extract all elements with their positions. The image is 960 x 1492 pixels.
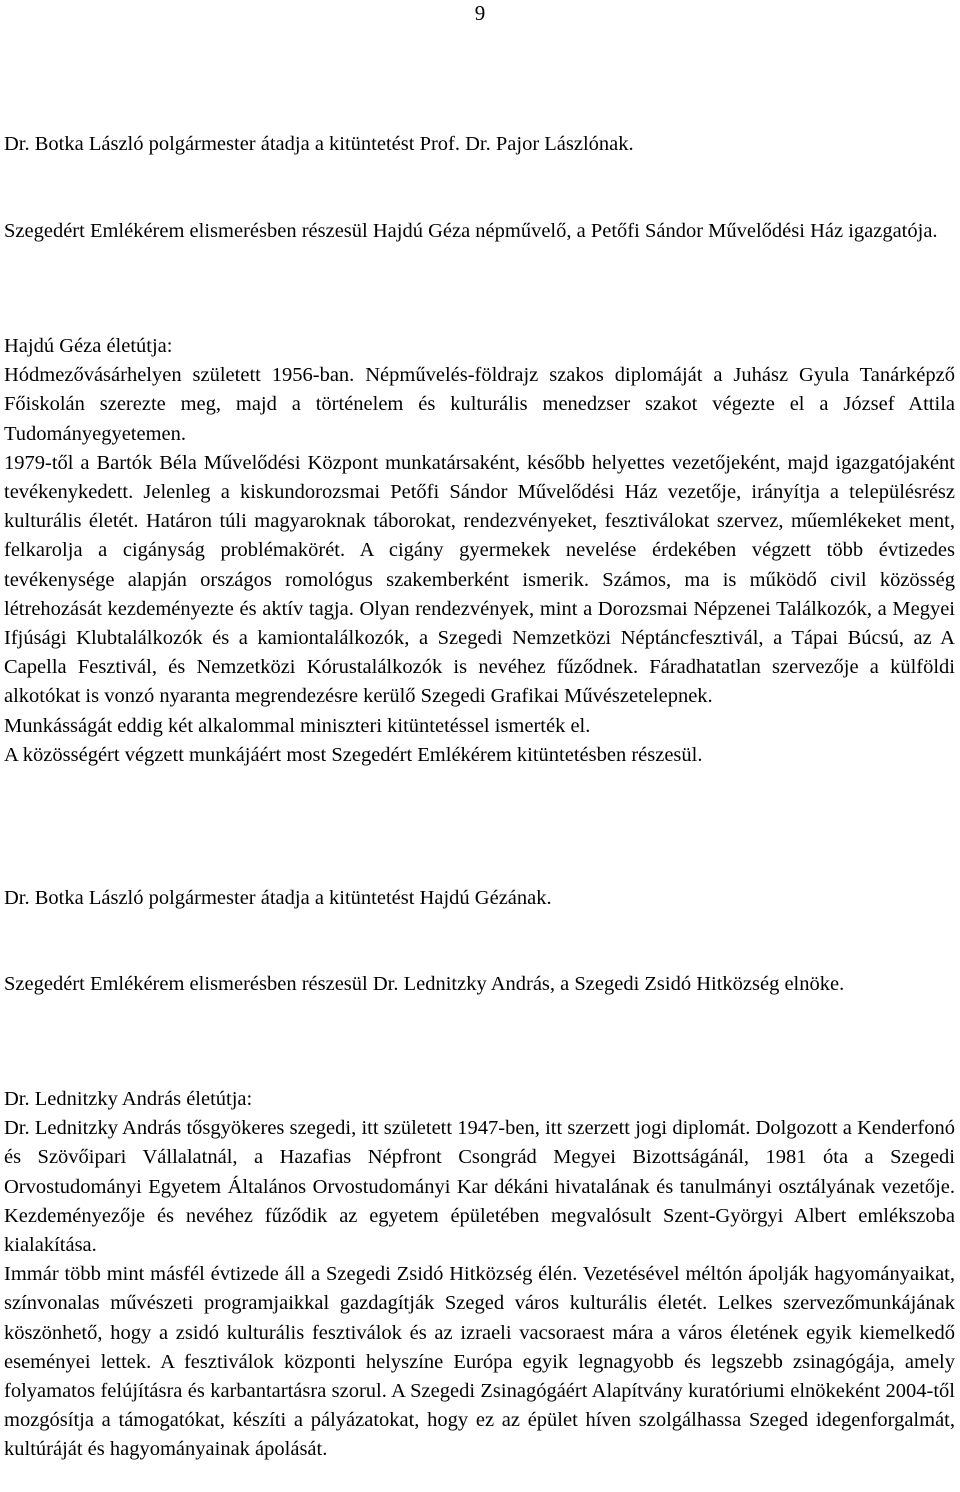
paragraph: Immár több mint másfél évtizede áll a Szegedi Zsidó Hitközség élén. Vezetésével méltón ápolják hagyományaikat, színvonalas művészeti programjaikkal gazdagítják Szeged város kulturális életét. Lelkes szervezőmunkájának köszönhető, hogy a zsidó kulturális fesztiválok és az izraeli vacsoraest mára a város életének egyik kiemelkedő eseményei lettek. A fesztiválok központi helyszíne Európa egyik legnagyobb és legszebb zsinagógája, amely folyamatos felújításra és karbantartásra szorul. A Szegedi Zsinagógáért Alapítvány kuratóriumi elnökeként 2004-től mozgósítja a támogatókat, készíti a pályázatokat, hogy ez az épület híven szolgálhassa Szeged idegenforgalmát, kultúráját és hagyományainak ápolását. [4,1263,955,1461]
paragraph: Dr. Lednitzky András tősgyökeres szegedi, itt született 1947-ben, itt szerzett jogi diplomát. Dolgozott a Kenderfonó és Szövőipari Vállalatnál, a Hazafias Népfront Csongrád Megyei Bizottságánál, 1981 óta a Szegedi Orvostudományi Egyetem Általános Orvostudományi Kar dékáni hivatalának és tanulmányi osztályának vezetője. Kezdeményezője és nevéhez fűződik az egyetem épületében megvalósult Szent-Györgyi Albert emlékszoba kialakítása. [4,1117,955,1257]
paragraph: Munkásságát eddig két alkalommal miniszteri kitüntetéssel ismerték el. [4,714,591,737]
award-handover-pajor [4,130,955,159]
paragraph: 1979-től a Bartók Béla Művelődési Központ munkatársaként, később helyettes vezetőjeként, majd igazgatójaként tevékenykedett. Jelenleg a kiskundorozsmai Petőfi Sándor Művelődési Ház vezetője, irányítja a településrész kulturális életét. Határon túli magyaroknak táborokat, rendezvényeket, fesztiválokat szervez, műemlékeket ment, felkarolja a cigányság problémakörét. A cigány gyermekek nevelése érdekében végzett több évtizedes tevékenysége alapján országos romológus szakemberként ismerik. Számos, ma is működő civil közösség létrehozását kezdeményezte és aktív tagja. Olyan rendezvények, mint a Dorozsmai Népzenei Találkozók, a Megyei Ifjúsági Klubtalálkozók és a kamiontalálkozók, a Szegedi Nemzetközi Néptáncfesztivál, a Tápai Búcsú, az A Capella Fesztivál, és Nemzetközi Kórustalálkozók is nevéhez fűződnek. Fáradhatatlan szervezője a külföldi alkotókat is vonzó nyaranta megrendezésre kerülő Szegedi Grafikai Művészetelepnek. [4,451,955,708]
paragraph: Hódmezővásárhelyen született 1956-ban. Népművelés-földrajz szakos diplomáját a Juhász Gyula Tanárképző Főiskolán szerezte meg, majd a történelem és kulturális menedzser szakot végezte el a József Attila Tudományegyetemen. [4,364,955,445]
award-handover-hajdu [4,884,955,913]
paragraph: Dr. Botka László polgármester átadja a kitüntetést Hajdú Gézának. [4,887,552,909]
paragraph: Szegedért Emlékérem elismerésben részesül Dr. Lednitzky András, a Szegedi Zsidó Hitközség elnöke. [4,973,845,995]
paragraph: Szegedért Emlékérem elismerésben részesül Hajdú Géza népművelő, a Petőfi Sándor Művelődési Ház igazgatója. [4,220,938,242]
award-announcement-lednitzky [4,970,955,999]
biography-lednitzky [4,1085,955,1465]
biography-heading: Hajdú Géza életútja: [4,335,173,357]
biography-heading: Dr. Lednitzky András életútja: [4,1088,253,1110]
paragraph: Dr. Botka László polgármester átadja a kitüntetést Prof. Dr. Pajor Lászlónak. [4,133,634,155]
award-announcement-hajdu [4,217,955,246]
paragraph: A közösségért végzett munkájáért most Szegedért Emlékérem kitüntetésben részesül. [4,743,703,766]
biography-hajdu [4,332,955,770]
page-number: 9 [474,1,486,25]
